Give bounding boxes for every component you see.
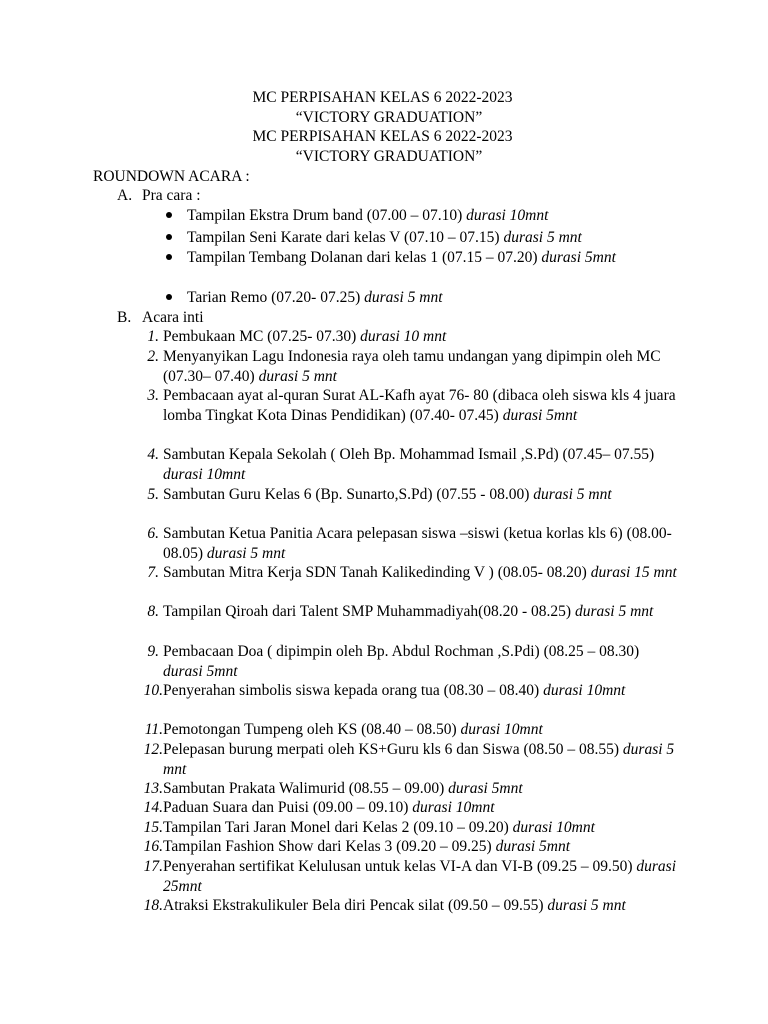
item-text: Pembukaan MC (07.25- 07.30)	[163, 328, 361, 345]
numbered-list-item	[143, 740, 678, 779]
item-text: Pembacaan ayat al-quran Surat AL-Kafh ayat 76- 80 (dibaca oleh siswa kls 4 juara lomba Tingkat Kota Dinas Pendidikan) (07.40- 07.45)	[163, 387, 676, 424]
item-text: Pembacaan Doa ( dipimpin oleh Bp. Abdul Rochman ,S.Pdi) (08.25 – 08.30)	[163, 643, 640, 660]
item-number: 2.	[147, 348, 159, 365]
item-text: Sambutan Prakata Walimurid (08.55 – 09.00)	[163, 780, 449, 797]
item-duration: durasi 5mnt	[163, 662, 238, 680]
item-duration: durasi 25mnt	[163, 858, 676, 895]
section-a-label: Pra cara :	[142, 187, 201, 204]
numbered-list-item	[143, 818, 678, 838]
item-text: Tampilan Fashion Show dari Kelas 3 (09.20 – 09.25)	[163, 838, 496, 855]
numbered-list-item	[147, 524, 678, 563]
item-duration: durasi 10mnt	[412, 799, 495, 816]
section-b-marker: B.	[117, 309, 132, 326]
numbered-list-item	[147, 602, 678, 622]
numbered-list-item	[143, 798, 678, 818]
item-number: 18.	[143, 897, 163, 914]
item-number: 12.	[143, 741, 163, 758]
section-a-marker: A.	[117, 187, 133, 204]
document-header	[0, 88, 768, 166]
bullet-icon	[166, 212, 172, 218]
item-number: 3.	[147, 387, 159, 404]
item-number: 10.	[143, 682, 163, 699]
item-duration: durasi 5 mnt	[206, 544, 286, 562]
item-duration: durasi 5mnt	[502, 406, 578, 424]
item-text: Paduan Suara dan Puisi (09.00 – 09.10)	[163, 799, 413, 816]
numbered-list-item	[143, 779, 678, 799]
item-duration: durasi 10mnt	[466, 207, 549, 224]
item-duration: durasi 10mnt	[543, 682, 626, 699]
item-text: Sambutan Ketua Panitia Acara pelepasan siswa –siswi (ketua korlas kls 6) (08.00-08.05)	[163, 525, 672, 562]
numbered-list-item	[147, 347, 678, 386]
item-text: Penyerahan sertifikat Kelulusan untuk kelas VI-A dan VI-B (09.25 – 09.50)	[163, 858, 637, 875]
item-text: Sambutan Guru Kelas 6 (Bp. Sunarto,S.Pd) (07.55 - 08.00)	[163, 486, 534, 503]
item-duration: durasi 5mnt	[541, 249, 616, 266]
numbered-list-item	[143, 681, 678, 701]
item-text: Atraksi Ekstrakulikuler Bela diri Pencak silat (09.50 – 09.55)	[163, 897, 548, 914]
bullet-list-item	[187, 206, 667, 226]
item-text: Tampilan Ekstra Drum band (07.00 – 07.10)	[187, 207, 467, 224]
item-duration: durasi 5 mnt	[364, 289, 443, 306]
header-line: “VICTORY GRADUATION”	[295, 108, 483, 126]
item-number: 5.	[147, 486, 159, 503]
header-line: MC PERPISAHAN KELAS 6 2022-2023	[252, 128, 513, 145]
item-duration: durasi 5mnt	[448, 780, 523, 797]
header-line: MC PERPISAHAN KELAS 6 2022-2023	[252, 89, 513, 106]
bullet-list-item	[187, 228, 667, 248]
numbered-list-item	[143, 896, 678, 916]
item-text: Tarian Remo (07.20- 07.25)	[187, 289, 365, 306]
section-b-label: Acara inti	[142, 309, 204, 326]
item-duration: durasi 10mnt	[512, 819, 595, 836]
item-number: 7.	[147, 564, 159, 581]
item-duration: durasi 10 mnt	[360, 328, 447, 345]
item-duration: durasi 5 mnt	[547, 897, 626, 914]
item-number: 16.	[143, 838, 163, 855]
numbered-list-item	[147, 445, 678, 484]
item-number: 6.	[147, 525, 159, 542]
item-text: Menyanyikan Lagu Indonesia raya oleh tamu undangan yang dipimpin oleh MC (07.30– 07.40)	[163, 348, 661, 385]
numbered-list-item	[147, 563, 678, 583]
numbered-list-item	[147, 485, 678, 505]
item-text: Tampilan Tembang Dolanan dari kelas 1 (07.15 – 07.20)	[187, 249, 542, 266]
item-text: Penyerahan simbolis siswa kepada orang tua (08.30 – 08.40)	[163, 682, 544, 699]
item-text: Pemotongan Tumpeng oleh KS (08.40 – 08.50)	[163, 721, 461, 738]
item-text: Tampilan Seni Karate dari kelas V (07.10 – 07.15)	[187, 229, 504, 246]
bullet-list-item	[187, 288, 667, 308]
item-duration: durasi 5 mnt	[574, 603, 654, 620]
item-number: 1.	[147, 328, 159, 345]
numbered-list-item	[147, 642, 678, 681]
item-number: 8.	[147, 603, 159, 620]
item-text: Sambutan Kepala Sekolah ( Oleh Bp. Mohammad Ismail ,S.Pd) (07.45– 07.55)	[163, 446, 655, 463]
item-number: 17.	[143, 858, 163, 875]
numbered-list-item	[143, 857, 678, 896]
bullet-icon	[166, 234, 172, 240]
item-number: 13.	[143, 780, 163, 797]
item-duration: durasi 15 mnt	[590, 564, 677, 581]
rundown-title: ROUNDOWN ACARA :	[93, 168, 250, 185]
item-text: Tampilan Tari Jaran Monel dari Kelas 2 (09.10 – 09.20)	[163, 819, 513, 836]
bullet-icon	[166, 294, 172, 300]
section-b-title	[117, 308, 204, 328]
item-duration: durasi 5 mnt	[258, 367, 337, 385]
item-duration: durasi 10mnt	[460, 721, 543, 738]
item-number: 14.	[143, 799, 163, 816]
item-duration: durasi 10mnt	[163, 465, 246, 483]
numbered-list-item	[143, 837, 678, 857]
item-duration: durasi 5 mnt	[163, 741, 675, 778]
numbered-list-item	[147, 327, 678, 347]
item-number: 9.	[147, 643, 159, 660]
item-number: 11.	[144, 721, 163, 738]
item-text: Sambutan Mitra Kerja SDN Tanah Kalikedinding V ) (08.05- 08.20)	[163, 564, 591, 581]
numbered-list-item	[144, 720, 678, 740]
header-line: “VICTORY GRADUATION”	[295, 147, 483, 165]
bullet-icon	[166, 254, 172, 260]
numbered-list-item	[147, 386, 678, 425]
section-a-title	[117, 186, 201, 206]
bullet-list-item	[187, 248, 667, 268]
item-duration: durasi 5 mnt	[533, 486, 612, 503]
item-number: 4.	[147, 446, 159, 463]
item-text: Tampilan Qiroah dari Talent SMP Muhammadiyah(08.20 - 08.25)	[163, 603, 575, 620]
item-text: Pelepasan burung merpati oleh KS+Guru kls 6 dan Siswa (08.50 – 08.55)	[163, 741, 623, 758]
item-duration: durasi 5mnt	[495, 838, 571, 855]
item-duration: durasi 5 mnt	[503, 229, 582, 246]
item-number: 15.	[143, 819, 163, 836]
